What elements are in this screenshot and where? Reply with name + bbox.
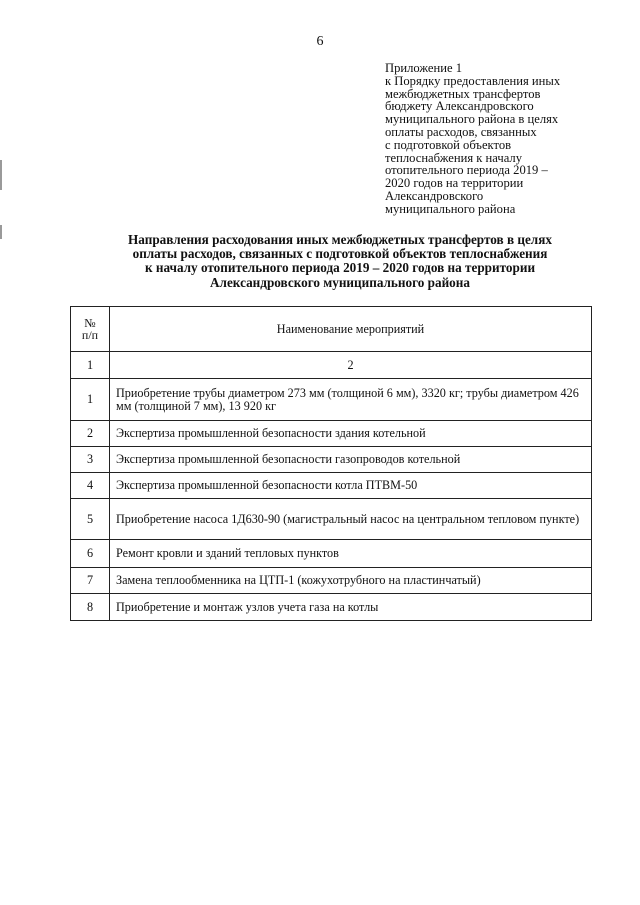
- table-row: [71, 568, 592, 594]
- appendix-line: к Порядку предоставления иных: [385, 73, 561, 88]
- scan-edge-mark: [0, 225, 2, 239]
- title-line: к началу отопительного периода 2019 – 2020 годов на территории: [144, 260, 536, 276]
- appendix-line: бюджету Александровского: [385, 99, 534, 114]
- header-number-abbr: п/п: [81, 328, 99, 342]
- row-number: 7: [71, 568, 110, 594]
- document-title: [60, 233, 620, 290]
- appendix-block: [385, 62, 615, 216]
- appendix-line: межбюджетных трансфертов: [385, 86, 541, 101]
- table-row: [71, 421, 592, 447]
- appendix-line: с подготовкой объектов: [385, 137, 512, 152]
- row-measure: Приобретение трубы диаметром 273 мм (толщиной 6 мм), 3320 кг; трубы диаметром 426 мм (толщиной 7 мм), 13 920 кг: [110, 379, 592, 421]
- table-row: [71, 499, 592, 540]
- table-index-row: [71, 352, 592, 379]
- scan-edge-mark: [0, 160, 2, 190]
- row-measure: Экспертиза промышленной безопасности котла ПТВМ-50: [110, 473, 592, 499]
- row-measure: Экспертиза промышленной безопасности здания котельной: [110, 421, 592, 447]
- header-number-symbol: №: [84, 316, 96, 330]
- row-measure: Ремонт кровли и зданий тепловых пунктов: [110, 540, 592, 568]
- index-name-cell: 2: [110, 352, 592, 379]
- index-number-cell: 1: [71, 352, 110, 379]
- appendix-line: Александровского: [385, 188, 484, 203]
- row-measure: Приобретение насоса 1Д630-90 (магистральный насос на центральном тепловом пункте): [110, 499, 592, 540]
- appendix-line: отопительного периода 2019 –: [385, 163, 548, 178]
- table-row: [71, 594, 592, 621]
- row-measure: Экспертиза промышленной безопасности газопроводов котельной: [110, 447, 592, 473]
- row-number: 3: [71, 447, 110, 473]
- table-row: [71, 473, 592, 499]
- appendix-line: Приложение 1: [385, 61, 463, 75]
- appendix-line: 2020 годов на территории: [385, 176, 524, 191]
- row-number: 8: [71, 594, 110, 621]
- row-number: 1: [71, 379, 110, 421]
- row-number: 5: [71, 499, 110, 540]
- appendix-line: оплаты расходов, связанных: [385, 124, 537, 139]
- measures-table: [70, 306, 592, 621]
- title-line: Направления расходования иных межбюджетных трансфертов в целях: [128, 232, 552, 247]
- row-number: 4: [71, 473, 110, 499]
- table-header-row: [71, 307, 592, 352]
- header-number-cell: [71, 307, 110, 352]
- appendix-line: муниципального района: [385, 201, 516, 216]
- appendix-line: теплоснабжения к началу: [385, 150, 522, 165]
- table-row: [71, 379, 592, 421]
- appendix-line: муниципального района в целях: [385, 112, 559, 127]
- header-name-cell: Наименование мероприятий: [110, 307, 592, 352]
- title-line: Александровского муниципального района: [210, 274, 470, 290]
- row-number: 2: [71, 421, 110, 447]
- page-number: 6: [316, 34, 324, 49]
- table-row: [71, 447, 592, 473]
- row-number: 6: [71, 540, 110, 568]
- title-line: оплаты расходов, связанных с подготовкой объектов теплоснабжения: [132, 246, 548, 262]
- row-measure: Замена теплообменника на ЦТП-1 (кожухотрубного на пластинчатый): [110, 568, 592, 594]
- row-measure: Приобретение и монтаж узлов учета газа на котлы: [110, 594, 592, 621]
- table-row: [71, 540, 592, 568]
